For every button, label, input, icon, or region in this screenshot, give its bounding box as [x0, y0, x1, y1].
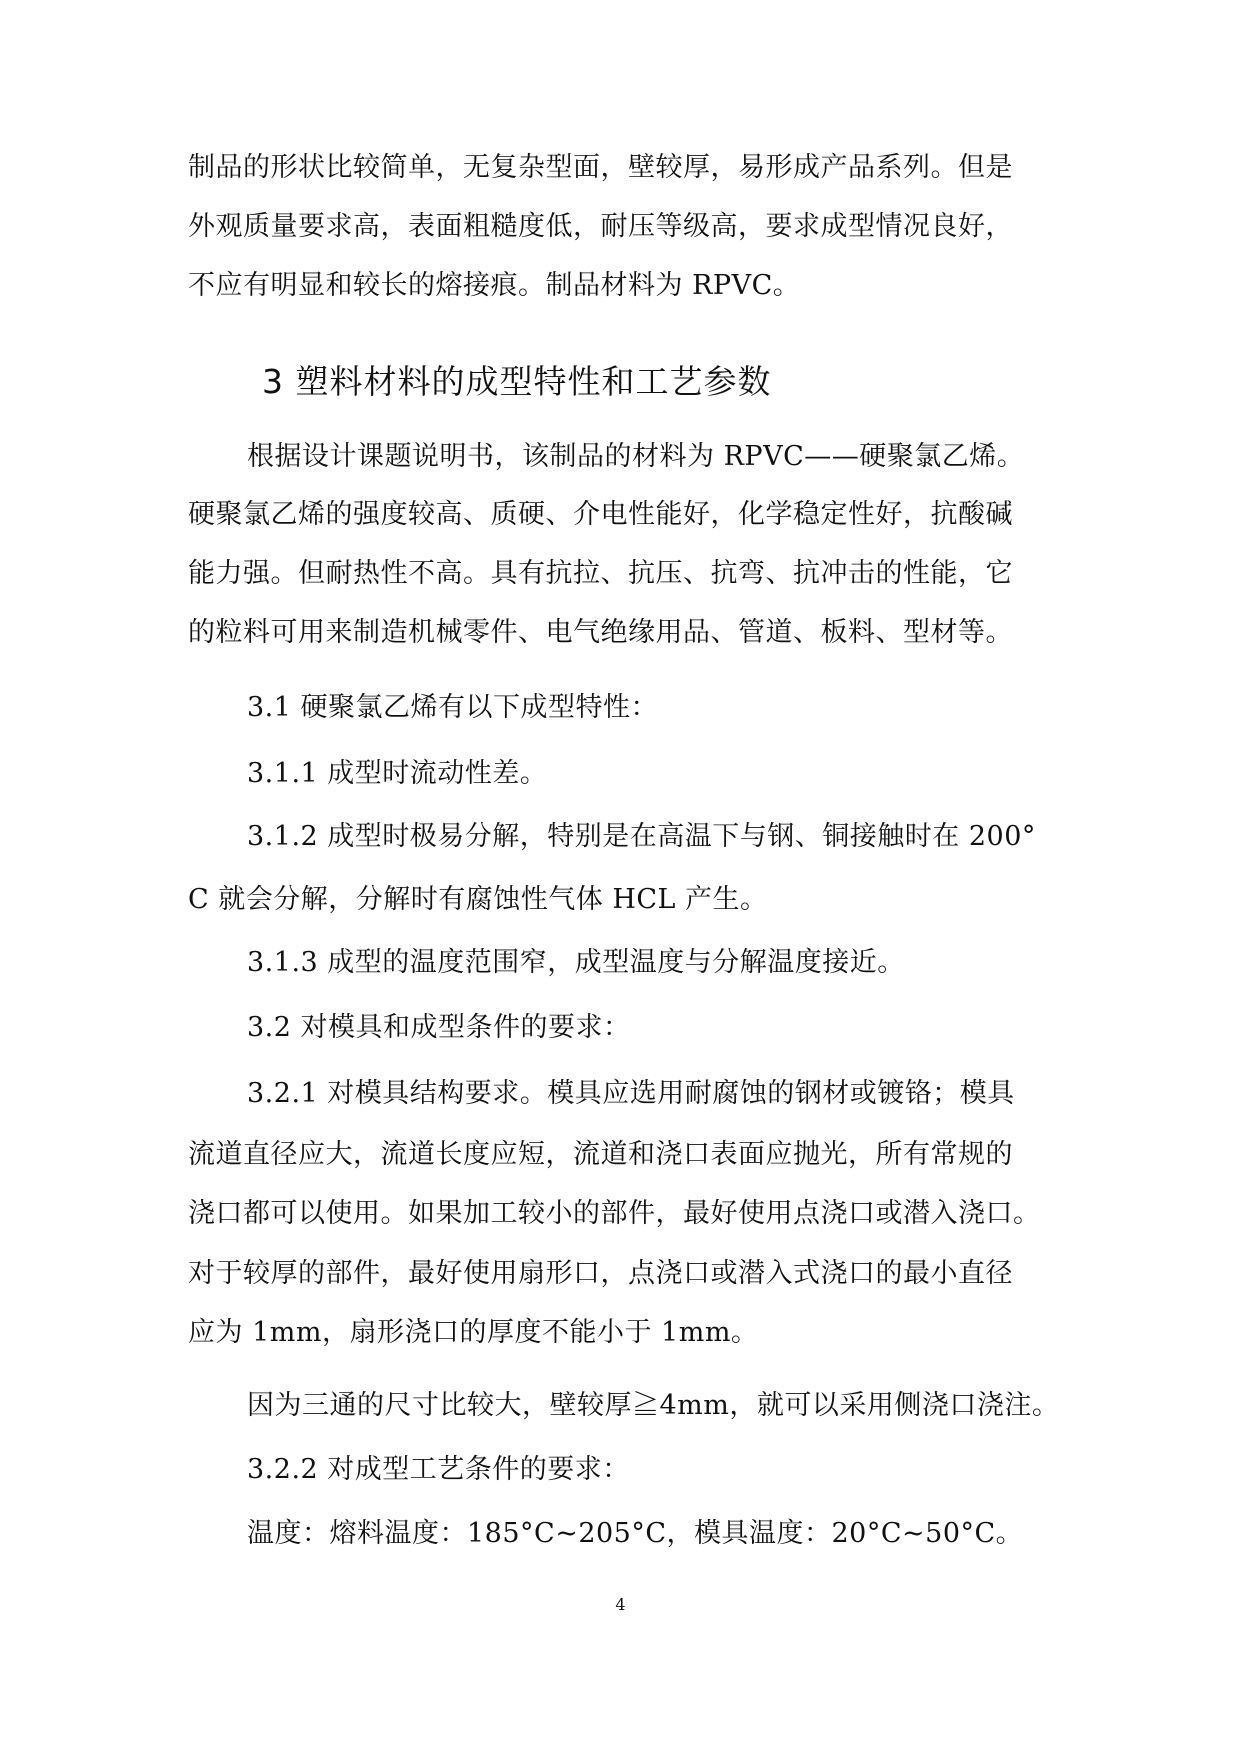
paragraph-line: 外观质量要求高，表面粗糙度低，耐压等级高，要求成型情况良好，: [188, 211, 1013, 242]
section-heading: 3 塑料材料的成型特性和工艺参数: [262, 362, 772, 401]
paragraph-line: 流道直径应大，流道长度应短，流道和浇口表面应抛光，所有常规的: [188, 1139, 1013, 1170]
paragraph-line: 因为三通的尺寸比较大，壁较厚≧4mm，就可以采用侧浇口浇注。: [247, 1390, 1060, 1421]
subsection-heading: 3.1 硬聚氯乙烯有以下成型特性：: [247, 692, 659, 723]
paragraph-line: 根据设计课题说明书，该制品的材料为 RPVC——硬聚氯乙烯。: [247, 441, 1025, 472]
list-item: 3.1.1 成型时流动性差。: [247, 758, 548, 789]
paragraph-line: 浇口都可以使用。如果加工较小的部件，最好使用点浇口或潜入浇口。: [188, 1198, 1041, 1229]
paragraph-line: 能力强。但耐热性不高。具有抗拉、抗压、抗弯、抗冲击的性能，它: [188, 558, 1013, 589]
paragraph-line: 3.2.1 对模具结构要求。模具应选用耐腐蚀的钢材或镀铬；模具: [247, 1078, 1015, 1109]
paragraph-line: 不应有明显和较长的熔接痕。制品材料为 RPVC。: [188, 270, 801, 301]
list-item: 3.1.3 成型的温度范围窄，成型温度与分解温度接近。: [247, 947, 905, 978]
paragraph-line: 制品的形状比较简单，无复杂型面，壁较厚，易形成产品系列。但是: [188, 152, 1013, 183]
paragraph-line: 对于较厚的部件，最好使用扇形口，点浇口或潜入式浇口的最小直径: [188, 1258, 1013, 1289]
paragraph-line: C 就会分解，分解时有腐蚀性气体 HCL 产生。: [188, 884, 768, 915]
paragraph-line: 温度：熔料温度：185°C~205°C，模具温度：20°C~50°C。: [247, 1518, 1024, 1549]
list-item: 3.1.2 成型时极易分解，特别是在高温下与钢、铜接触时在 200°: [247, 821, 1036, 852]
paragraph-line: 的粒料可用来制造机械零件、电气绝缘用品、管道、板料、型材等。: [188, 617, 1013, 648]
subsection-heading: 3.2.2 对成型工艺条件的要求：: [247, 1454, 630, 1485]
paragraph-line: 硬聚氯乙烯的强度较高、质硬、介电性能好，化学稳定性好，抗酸碱: [188, 499, 1013, 530]
page-number: 4: [615, 1595, 626, 1614]
paragraph-line: 应为 1mm，扇形浇口的厚度不能小于 1mm。: [188, 1317, 759, 1348]
subsection-heading: 3.2 对模具和成型条件的要求：: [247, 1012, 631, 1043]
